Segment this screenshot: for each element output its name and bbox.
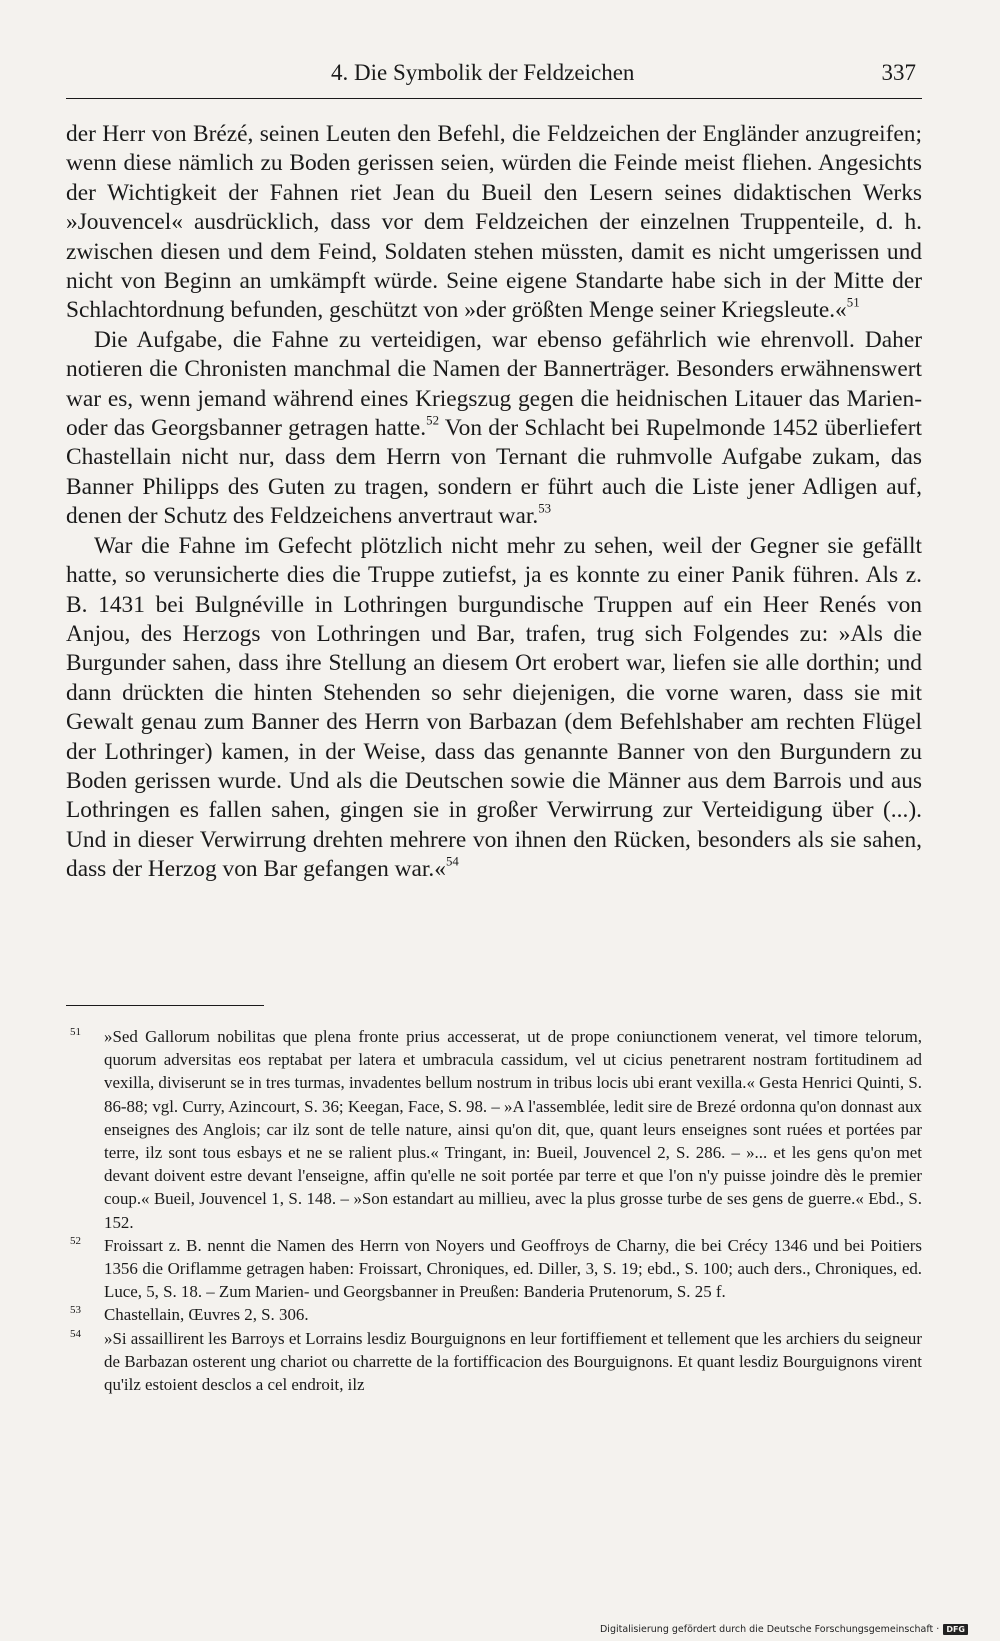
running-header — [66, 58, 922, 99]
footnote-number: 52 — [70, 1234, 81, 1247]
main-text — [66, 120, 922, 885]
footnote-text: Froissart z. B. nennt die Namen des Herrn von Noyers und Geoffroys de Charny, die bei Crécy 1346 und bei Poitiers 1356 die Oriflamme getragen haben: Froissart, Chroniques, ed. Diller, 3, S. 19; ebd., S. 100; auch ders., Chroniques, ed. Luce, 5, S. 18. – Zum Marien- und Georgsbanner in Preußen: Banderia Prutenorum, S. 25 f. — [104, 1235, 922, 1302]
paragraph-2 — [66, 326, 922, 532]
footnote-54 — [66, 1327, 922, 1397]
paragraph-text: der Herr von Brézé, seinen Leuten den Befehl, die Feldzeichen der Engländer anzugreifen; wenn diese nämlich zu Boden gerissen seien, würden die Feinde meist fliehen. Angesichts der Wichtigkeit der Fahnen riet Jean du Bueil den Lesern seines didaktischen Werks »Jouvencel« ausdrücklich, dass vor dem Feldzeichen der einzelnen Truppenteile, d. h. zwischen diesen und dem Feind, Soldaten stehen müssten, damit es nicht umgerissen und nicht von Beginn an umkämpft würde. Seine eigene Standarte habe sich in der Mitte der Schlachtordnung befunden, geschützt von »der größten Menge seiner Kriegsleute.« — [66, 121, 922, 324]
footnote-number: 53 — [70, 1304, 81, 1317]
credit-text: Digitalisierung gefördert durch die Deutsche Forschungsgemeinschaft · — [599, 1624, 940, 1635]
footnote-divider — [66, 1005, 264, 1006]
footnote-number: 54 — [70, 1327, 81, 1340]
footnote-ref[interactable]: 54 — [445, 854, 459, 869]
paragraph-text: War die Fahne im Gefecht plötzlich nicht mehr zu sehen, weil der Gegner sie gefällt hatte, so verunsicherte dies die Truppe zutiefst, ja es konnte zu einer Panik führen. Als z. B. 1431 bei Bulgnéville in Lothringen burgundische Truppen auf ein Heer Renés von Anjou, des Herzogs von Lothringen und Bar, trafen, trug sich Folgendes zu: »Als die Burgunder sahen, dass ihre Stellung an diesem Ort erobert war, liefen sie alle dorthin; und dann drückten die hinten Stehenden so sehr diejenigen, die vorne waren, dass sie mit Gewalt genau zum Banner des Herrn von Barbazan (dem Befehlshaber am rechten Flügel der Lothringer) kamen, in der Weise, dass das genannte Banner von den Burgundern zu Boden gerissen wurde. Und als die Deutschen sowie die Männer aus dem Barrois und aus Lothringen es fallen sahen, gingen sie in großer Verwirrung zur Verteidigung über (...). Und in dieser Verwirrung drehten mehrere von ihnen den Rücken, besonders als sie sahen, dass der Herzog von Bar gefangen war.« — [66, 532, 922, 883]
paragraph-1 — [66, 120, 922, 326]
footnotes — [66, 1025, 922, 1396]
footnote-52 — [66, 1234, 922, 1304]
paragraph-text: Die Aufgabe, die Fahne zu verteidigen, war ebenso gefährlich wie ehrenvoll. Daher notieren die Chronisten manchmal die Namen der Bannerträger. Besonders erwähnenswert war es, wenn jemand während eines Kriegszug gegen die heidnischen Litauer das Marien- oder das Georgsbanner getragen hatte. — [66, 326, 922, 442]
digitization-credit — [600, 1624, 968, 1635]
footnote-text: Chastellain, Œuvres 2, S. 306. — [104, 1305, 309, 1325]
footnote-ref[interactable]: 53 — [538, 502, 552, 516]
footnote-53 — [66, 1303, 922, 1326]
paragraph-3 — [66, 532, 922, 885]
footnote-51 — [66, 1025, 922, 1234]
chapter-title: 4. Die Symbolik der Feldzeichen — [331, 60, 635, 85]
footnote-text: »Si assaillirent les Barroys et Lorrains lesdiz Bourguignons en leur fortiffiement et tellement que les archiers du seigneur de Barbazan osterent ung chariot ou charrette de la fortifficacion des Bourguignons. Et quant lesdiz Bourguignons virent qu'ilz estoient desclos a cel endroit, ilz — [104, 1328, 922, 1395]
footnote-ref[interactable]: 52 — [426, 413, 440, 428]
dfg-logo-icon: DFG — [943, 1624, 968, 1635]
paragraph-text: Von der Schlacht bei Rupelmonde 1452 überliefert Chastellain nicht nur, dass dem Herrn von Ternant die ruhmvolle Aufgabe zukam, das Banner Philipps des Guten zu tragen, sondern er führt auch die Liste jener Adligen auf, denen der Schutz des Feldzeichens anvertraut war. — [66, 415, 922, 530]
footnote-ref[interactable]: 51 — [846, 296, 860, 311]
page-number: 337 — [881, 60, 916, 85]
footnote-text: »Sed Gallorum nobilitas que plena fronte prius accesserat, ut de prope coniunctionem venerat, vel timore telorum, quorum adversitas eos reptabat per latera et umbracula cassidum, vel ut cicius penetrarent nostram fortitudinem ad vexilla, diviserunt se in tres turmas, invadentes bellum nostrum in tribus locis ubi erant vexilla.« Gesta Henrici Quinti, S. 86-88; vgl. Curry, Azincourt, S. 36; Keegan, Face, S. 98. – »A l'assemblée, ledit sire de Brezé ordonna qu'on donnast aux enseignes des Anglois; car ilz sont de telle nature, ainsi qu'on dit, que, quant leurs enseignes sont ruées et portées par terre, ilz sont tous esbays et ne se ralient plus.« Tringant, in: Bueil, Jouvencel 2, S. 286. – »... et les gens qu'on met devant doivent estre devant l'enseigne, affin qu'elle ne soit portée par terre et que l'on n'y puisse joindre dès le premier coup.« Bueil, Jouvencel 1, S. 148. – »Son estandart au millieu, avec la plus grosse turbe de ses gens de guerre.« Ebd., S. 152. — [104, 1027, 922, 1232]
footnote-number: 51 — [70, 1026, 81, 1038]
